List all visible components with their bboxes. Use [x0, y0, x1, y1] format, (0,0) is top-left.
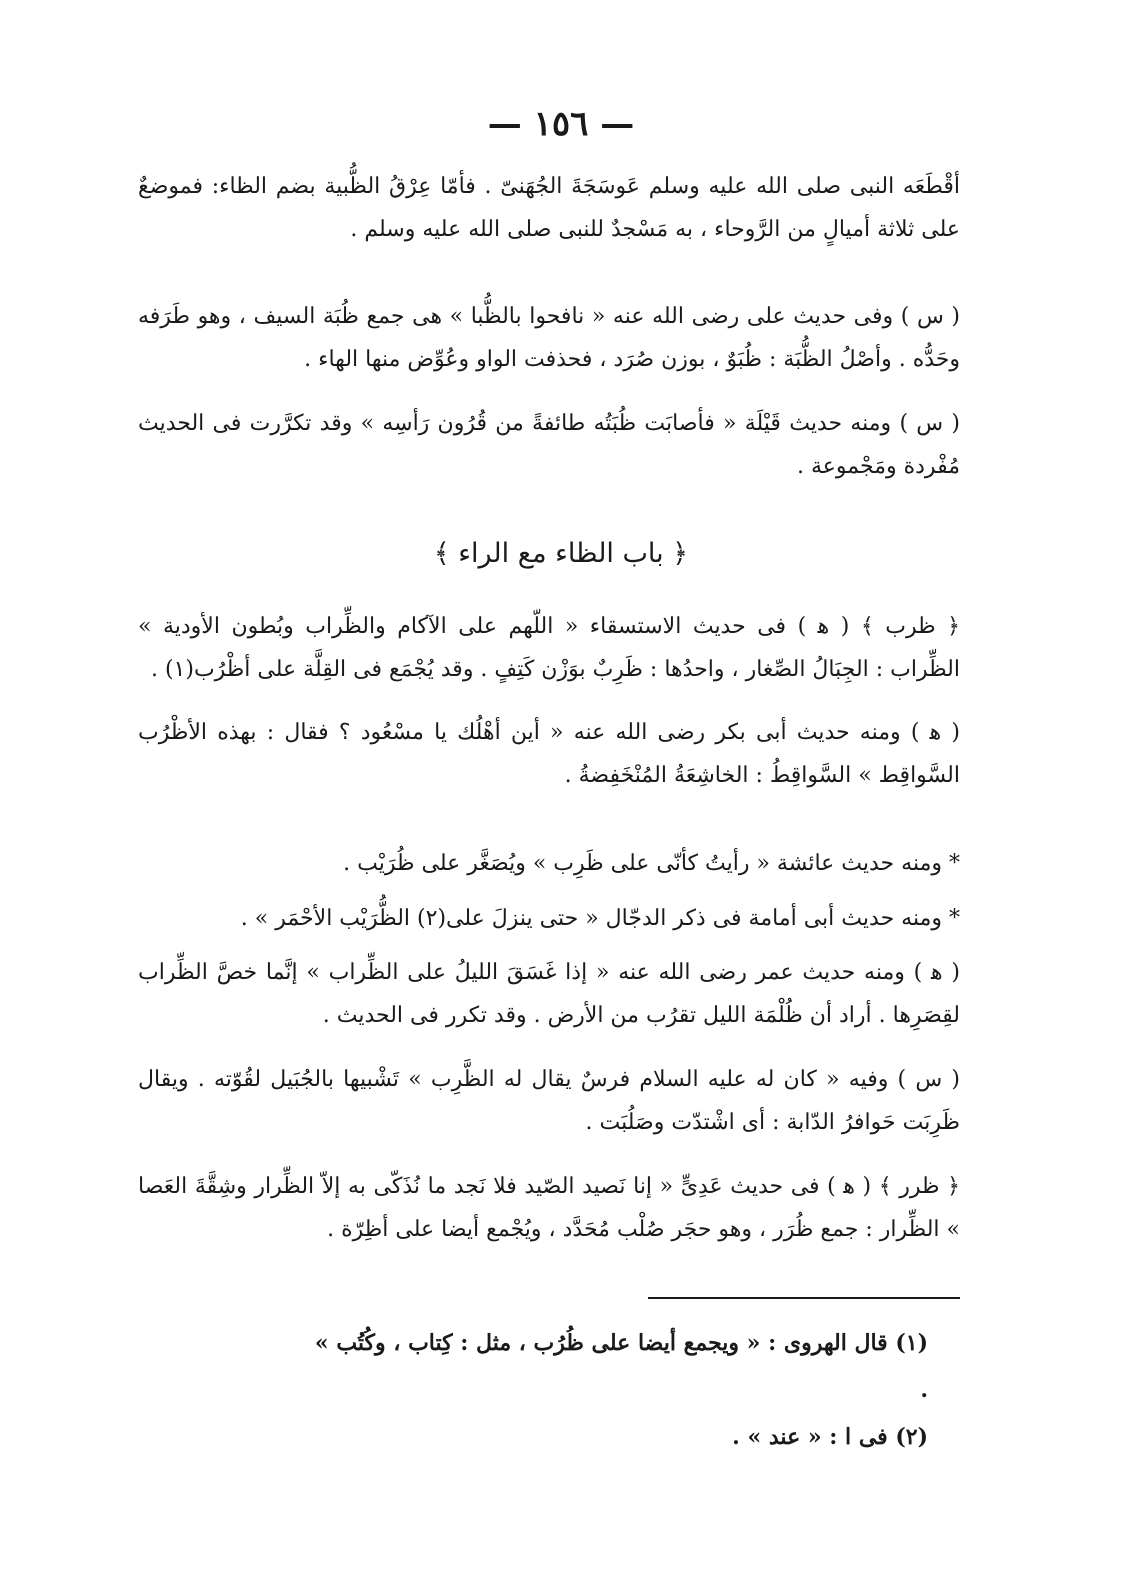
page-number: — ١٥٦ —: [487, 104, 635, 144]
section-heading: ﴿ باب الظاء مع الراء ﴾: [433, 538, 689, 569]
paragraph: ( س ) وفى حديث على رضى الله عنه « نافحوا بالظُّبا » هى جمع ظُبَة السيف ، وهو طَرَفه وحَدُّه . وأصْلُ الظُّبَة : ظُبَوٌ ، بوزن صُرَد ، فحذفت الواو وعُوِّض منها الهاء .: [138, 304, 960, 372]
footnote-divider: [648, 1297, 960, 1299]
footnote: (١) قال الهروى : « ويجمع أيضا على ظُرُب ، مثل : كِتاب ، وكُتُب » .: [314, 1330, 928, 1403]
paragraph: ﴿ ظرر ﴾ ( ﻫ ) فى حديث عَدِىٍّ « إنا نَصيد الصّيد فلا نَجد ما نُذَكّى به إلاّ الظِّرار وشِقَّةَ العَصا » الظِّرار : جمع ظُرَر ، وهو حجَر صُلْب مُحَدَّد ، ويُجْمع أيضا على أظِرّة .: [138, 1174, 960, 1242]
paragraph: ﴿ ظرب ﴾ ( ﻫ ) فى حديث الاستسقاء « اللّهم على الآكام والظِّراب وبُطون الأودية » الظِّراب : الجِبَالُ الصِّغار ، واحدُها : ظَرِبٌ بوَزْن كَتِفٍ . وقد يُجْمَع فى القِلَّة على أظْرُب(١) .: [138, 614, 960, 682]
paragraph: ( س ) ومنه حديث قَيْلَة « فأصابَت ظُبَتُه طائفةً من قُرُون رَأسِه » وقد تكرَّرت فى الحديث مُفْردة ومَجْموعة .: [138, 411, 960, 479]
paragraph: ( س ) وفيه « كان له عليه السلام فرسٌ يقال له الظَّرِب » تَشْبيها بالجُبَيل لقُوّته . ويقال ظَرِبَت حَوافرُ الدّابة : أى اشْتدّت وصَلُبَت .: [138, 1067, 960, 1135]
paragraph: أقْطَعَه النبى صلى الله عليه وسلم عَوسَجَةَ الجُهَنىّ . فأمّا عِرْقُ الظُّبية بضم الظاء: فموضعٌ على ثلاثة أميالٍ من الرَّوحاء ، به مَسْجدٌ للنبى صلى الله عليه وسلم .: [138, 174, 960, 242]
paragraph: ( ﻫ ) ومنه حديث عمر رضى الله عنه « إذا غَسَقَ الليلُ على الظِّراب » إنَّما خصَّ الظِّراب لقِصَرِها . أراد أن ظُلْمَة الليل تقرُب من الأرض . وقد تكرر فى الحديث .: [138, 960, 960, 1028]
footnote: (٢) فى ا : « عند » .: [732, 1424, 928, 1450]
paragraph: ( ﻫ ) ومنه حديث أبى بكر رضى الله عنه « أين أهْلُك يا مسْعُود ؟ فقال : بهذه الأظْرُب السَّواقِط » السَّواقِطُ : الخاشِعَةُ المُنْخَفِضةُ .: [138, 720, 960, 788]
paragraph: * ومنه حديث عائشة « رأيتُ كأنّى على ظَرِب » ويُصَغَّر على ظُرَيْب .: [343, 851, 960, 876]
paragraph: * ومنه حديث أبى أمامة فى ذكر الدجّال « حتى ينزلَ على(٢) الظُّرَيْب الأحْمَر » .: [240, 906, 960, 931]
footnotes: [300, 1320, 928, 1461]
